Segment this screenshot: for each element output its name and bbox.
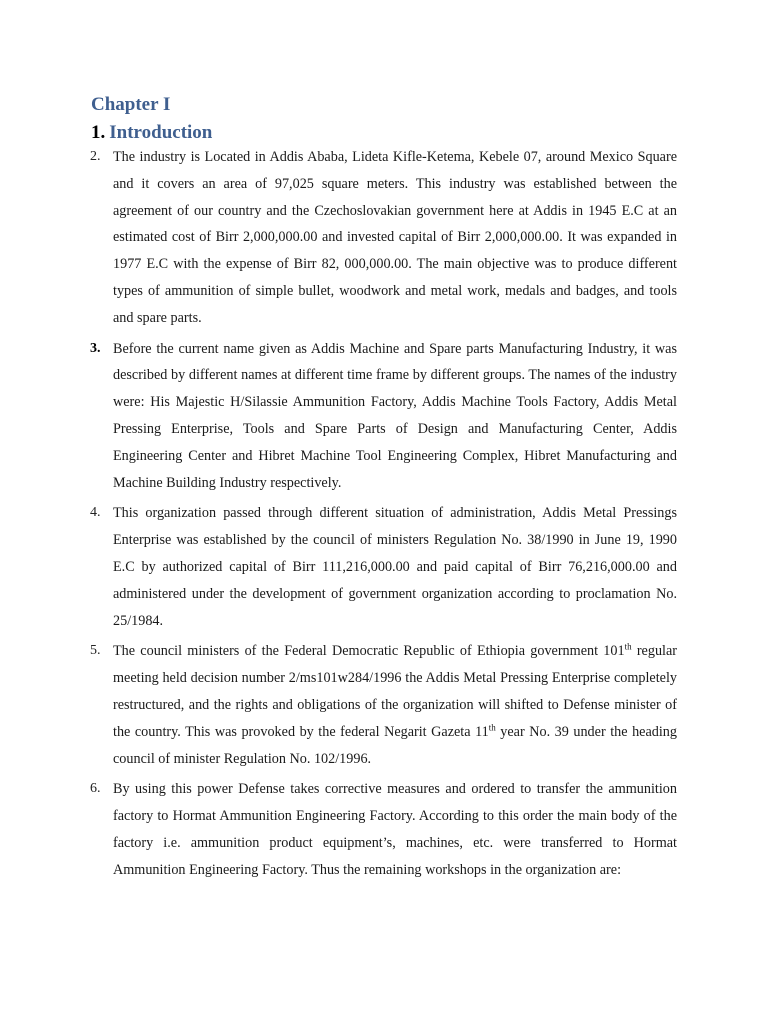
list-item-text: Before the current name given as Addis Machine and Spare parts Manufacturing Industry, it was described by different names at different time frame by different groups. The names of the industry were: His Majestic H/Silassie Ammunition Factory, Addis Machine Tools Factory, Addis Metal Pressing Enterprise, Tools and Spare Parts of Design and Manufacturing Center, Addis Engineering Center and Hibret Machine Tool Engineering Complex, Hibret Manufacturing and Machine Building Industry respectively. [113, 340, 677, 491]
list-item-text [113, 638, 677, 772]
text-segment: year No. 39 under the heading council of minister Regulation No. 102/1996. [113, 723, 677, 767]
list-item-text: By using this power Defense takes corrective measures and ordered to transfer the ammunition factory to Hormat Ammunition Engineering Factory. According to this order the main body of the factory i.e. ammunition product equipment’s, machines, etc. were transferred to Hormat Ammunition Engineering Factory. Thus the remaining workshops in the organization are: [113, 781, 677, 878]
list-item [0, 336, 768, 497]
ordinal-suffix: th [488, 722, 496, 732]
numbered-list [0, 144, 768, 884]
list-item [0, 638, 768, 772]
list-item [0, 500, 768, 634]
section-title: Introduction [109, 122, 213, 143]
chapter-title: Chapter I [91, 94, 171, 115]
list-item [0, 144, 768, 332]
list-marker: 6. [90, 781, 101, 797]
section-heading [91, 121, 212, 145]
list-item-text: The industry is Located in Addis Ababa, Lideta Kifle-Ketema, Kebele 07, around Mexico Square and it covers an area of 97,025 square meters. This industry was established between the agreement of our country and the Czechoslovakian government here at Addis in 1945 E.C at an estimated cost of Birr 2,000,000.00 and invested capital of Birr 2,000,000.00. It was expanded in 1977 E.C with the expense of Birr 82, 000,000.00. The main objective was to produce different types of ammunition of simple bullet, woodwork and metal work, medals and badges, and tools and spare parts. [113, 149, 677, 326]
list-marker: 2. [90, 149, 101, 164]
list-marker: 5. [90, 643, 101, 659]
list-item [0, 776, 768, 883]
list-item-text: This organization passed through different situation of administration, Addis Metal Pressings Enterprise was established by the council of ministers Regulation No. 38/1990 in June 19, 1990 E.C by authorized capital of Birr 111,216,000.00 and paid capital of Birr 76,216,000.00 and administered under the development of government organization according to proclamation No. 25/1984. [113, 505, 677, 629]
section-number: 1. [91, 122, 106, 143]
text-segment: regular meeting held decision number 2/ms101w284/1996 the Addis Metal Pressing Enterprise completely restructured, and the rights and obligations of the organization will shifted to Defense minister of the country. This was provoked by the federal Negarit Gazeta 11 [113, 643, 677, 740]
list-marker: 3. [90, 340, 101, 356]
text-segment: The council ministers of the Federal Democratic Republic of Ethiopia government 101 [113, 643, 625, 660]
list-marker: 4. [90, 505, 101, 521]
ordinal-suffix: th [624, 641, 632, 652]
